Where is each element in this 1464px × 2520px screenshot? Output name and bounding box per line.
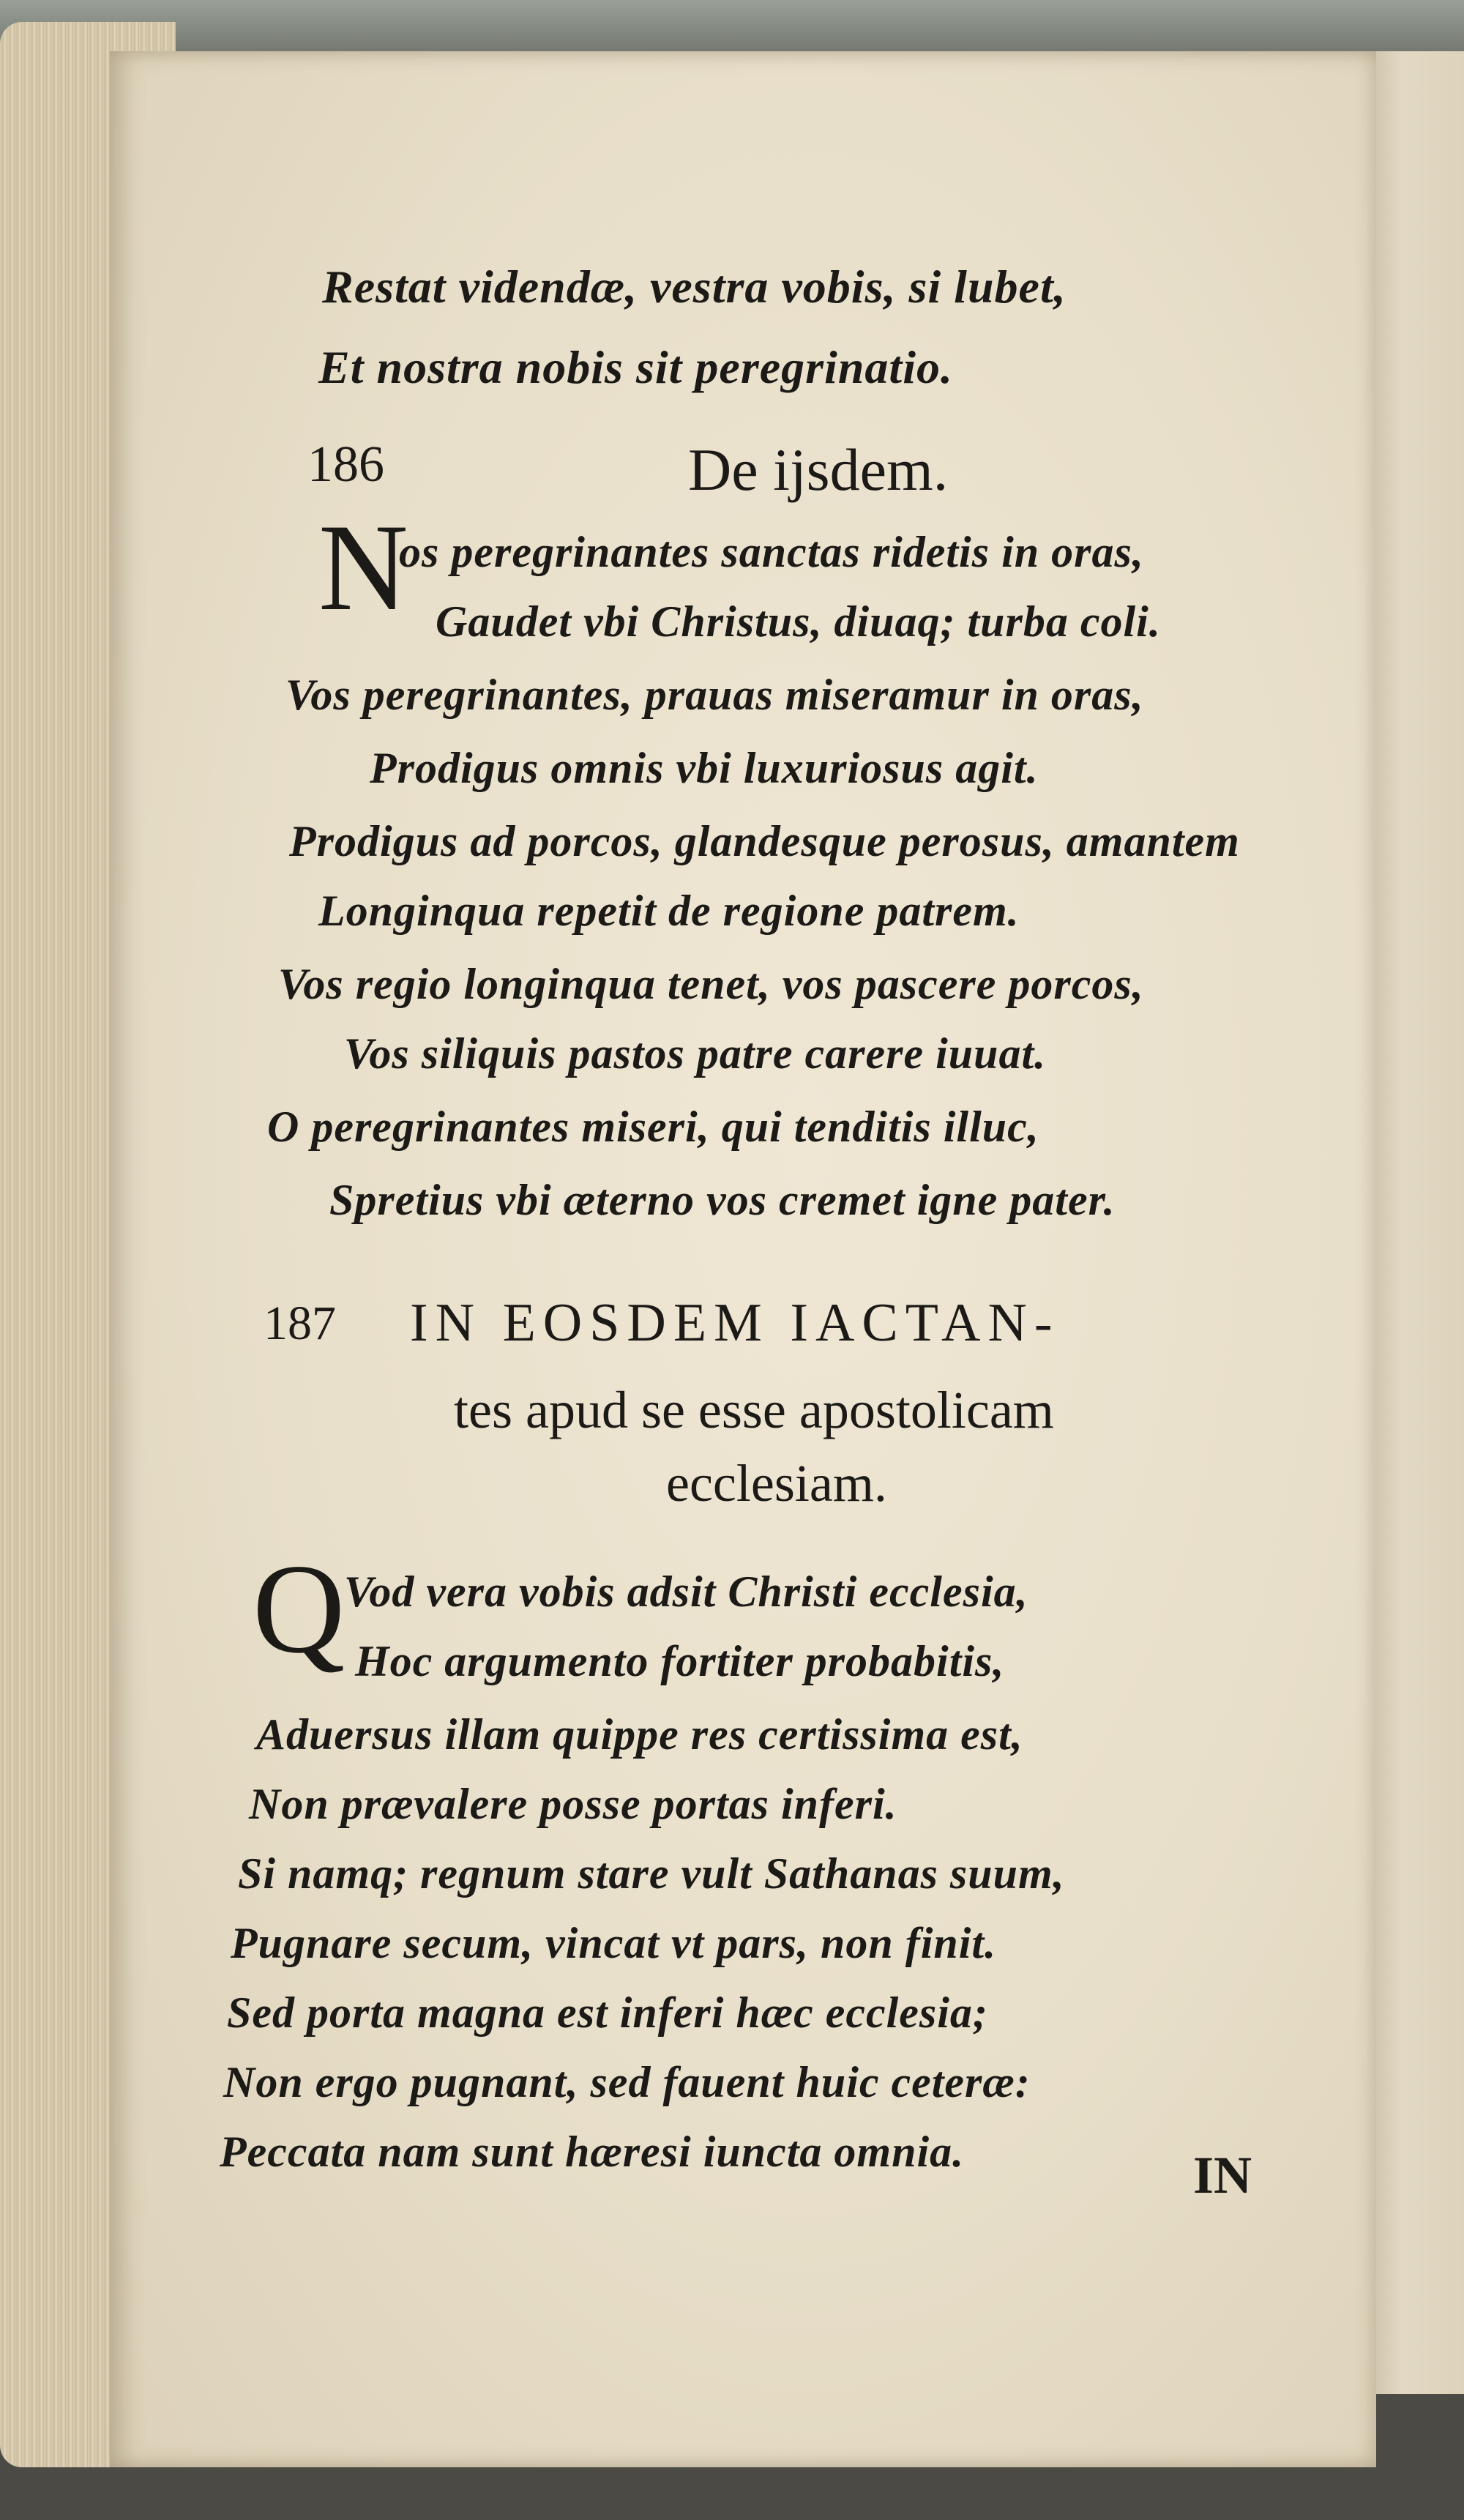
poem-number: 187 — [264, 1297, 336, 1350]
verse-line: Prodigus ad porcos, glandesque perosus, amantem — [289, 817, 1240, 865]
poem-title: De ijsdem. — [688, 436, 949, 503]
verse-line: Vos siliquis pastos patre carere iuuat. — [344, 1029, 1047, 1078]
poem-title-line: tes apud se esse apostolicam — [454, 1381, 1054, 1439]
verse-line: os peregrinantes sanctas ridetis in oras, — [399, 528, 1144, 576]
verse-line: Sed porta magna est inferi hæc ecclesia; — [227, 1988, 988, 2037]
poem-number: 186 — [307, 436, 384, 493]
verse-line: Non prævalere posse portas inferi. — [249, 1780, 897, 1828]
poem-title-line: ecclesiam. — [666, 1454, 887, 1513]
verse-line: Aduersus illam quippe res certissima est, — [256, 1710, 1023, 1759]
verse-line: Prodigus omnis vbi luxuriosus agit. — [370, 744, 1039, 792]
verse-line: Restat videndæ, vestra vobis, si lubet, — [322, 261, 1067, 313]
verse-line: Hoc argumento fortiter probabitis, — [355, 1637, 1005, 1685]
verse-line: Spretius vbi æterno vos cremet igne pater. — [329, 1176, 1116, 1224]
verse-line: Vod vera vobis adsit Christi ecclesia, — [344, 1567, 1028, 1616]
verse-line: Vos peregrinantes, prauas miseramur in oras, — [285, 671, 1144, 719]
verse-line: O peregrinantes miseri, qui tenditis illuc, — [267, 1103, 1039, 1151]
next-page-edge — [1362, 51, 1464, 2394]
verse-line: Pugnare secum, vincat vt pars, non finit. — [231, 1919, 997, 1967]
verse-line: Et nostra nobis sit peregrinatio. — [318, 341, 953, 393]
verse-line: Non ergo pugnant, sed fauent huic ceteræ: — [223, 2058, 1031, 2106]
verse-line: Peccata nam sunt hæresi iuncta omnia. — [220, 2128, 965, 2176]
book-page — [110, 51, 1376, 2467]
drop-capital: Q — [253, 1537, 346, 1680]
verse-line: Longinqua repetit de regione patrem. — [318, 887, 1020, 935]
catchword: IN — [1193, 2146, 1252, 2204]
verse-line: Si namq; regnum stare vult Sathanas suum, — [238, 1849, 1065, 1898]
verse-line: Vos regio longinqua tenet, vos pascere porcos, — [278, 960, 1144, 1008]
drop-capital: N — [318, 499, 408, 636]
verse-line: Gaudet vbi Christus, diuaq; turba coli. — [436, 597, 1161, 646]
photo-background — [0, 0, 1464, 59]
poem-title-line: IN EOSDEM IACTAN- — [410, 1293, 1060, 1353]
